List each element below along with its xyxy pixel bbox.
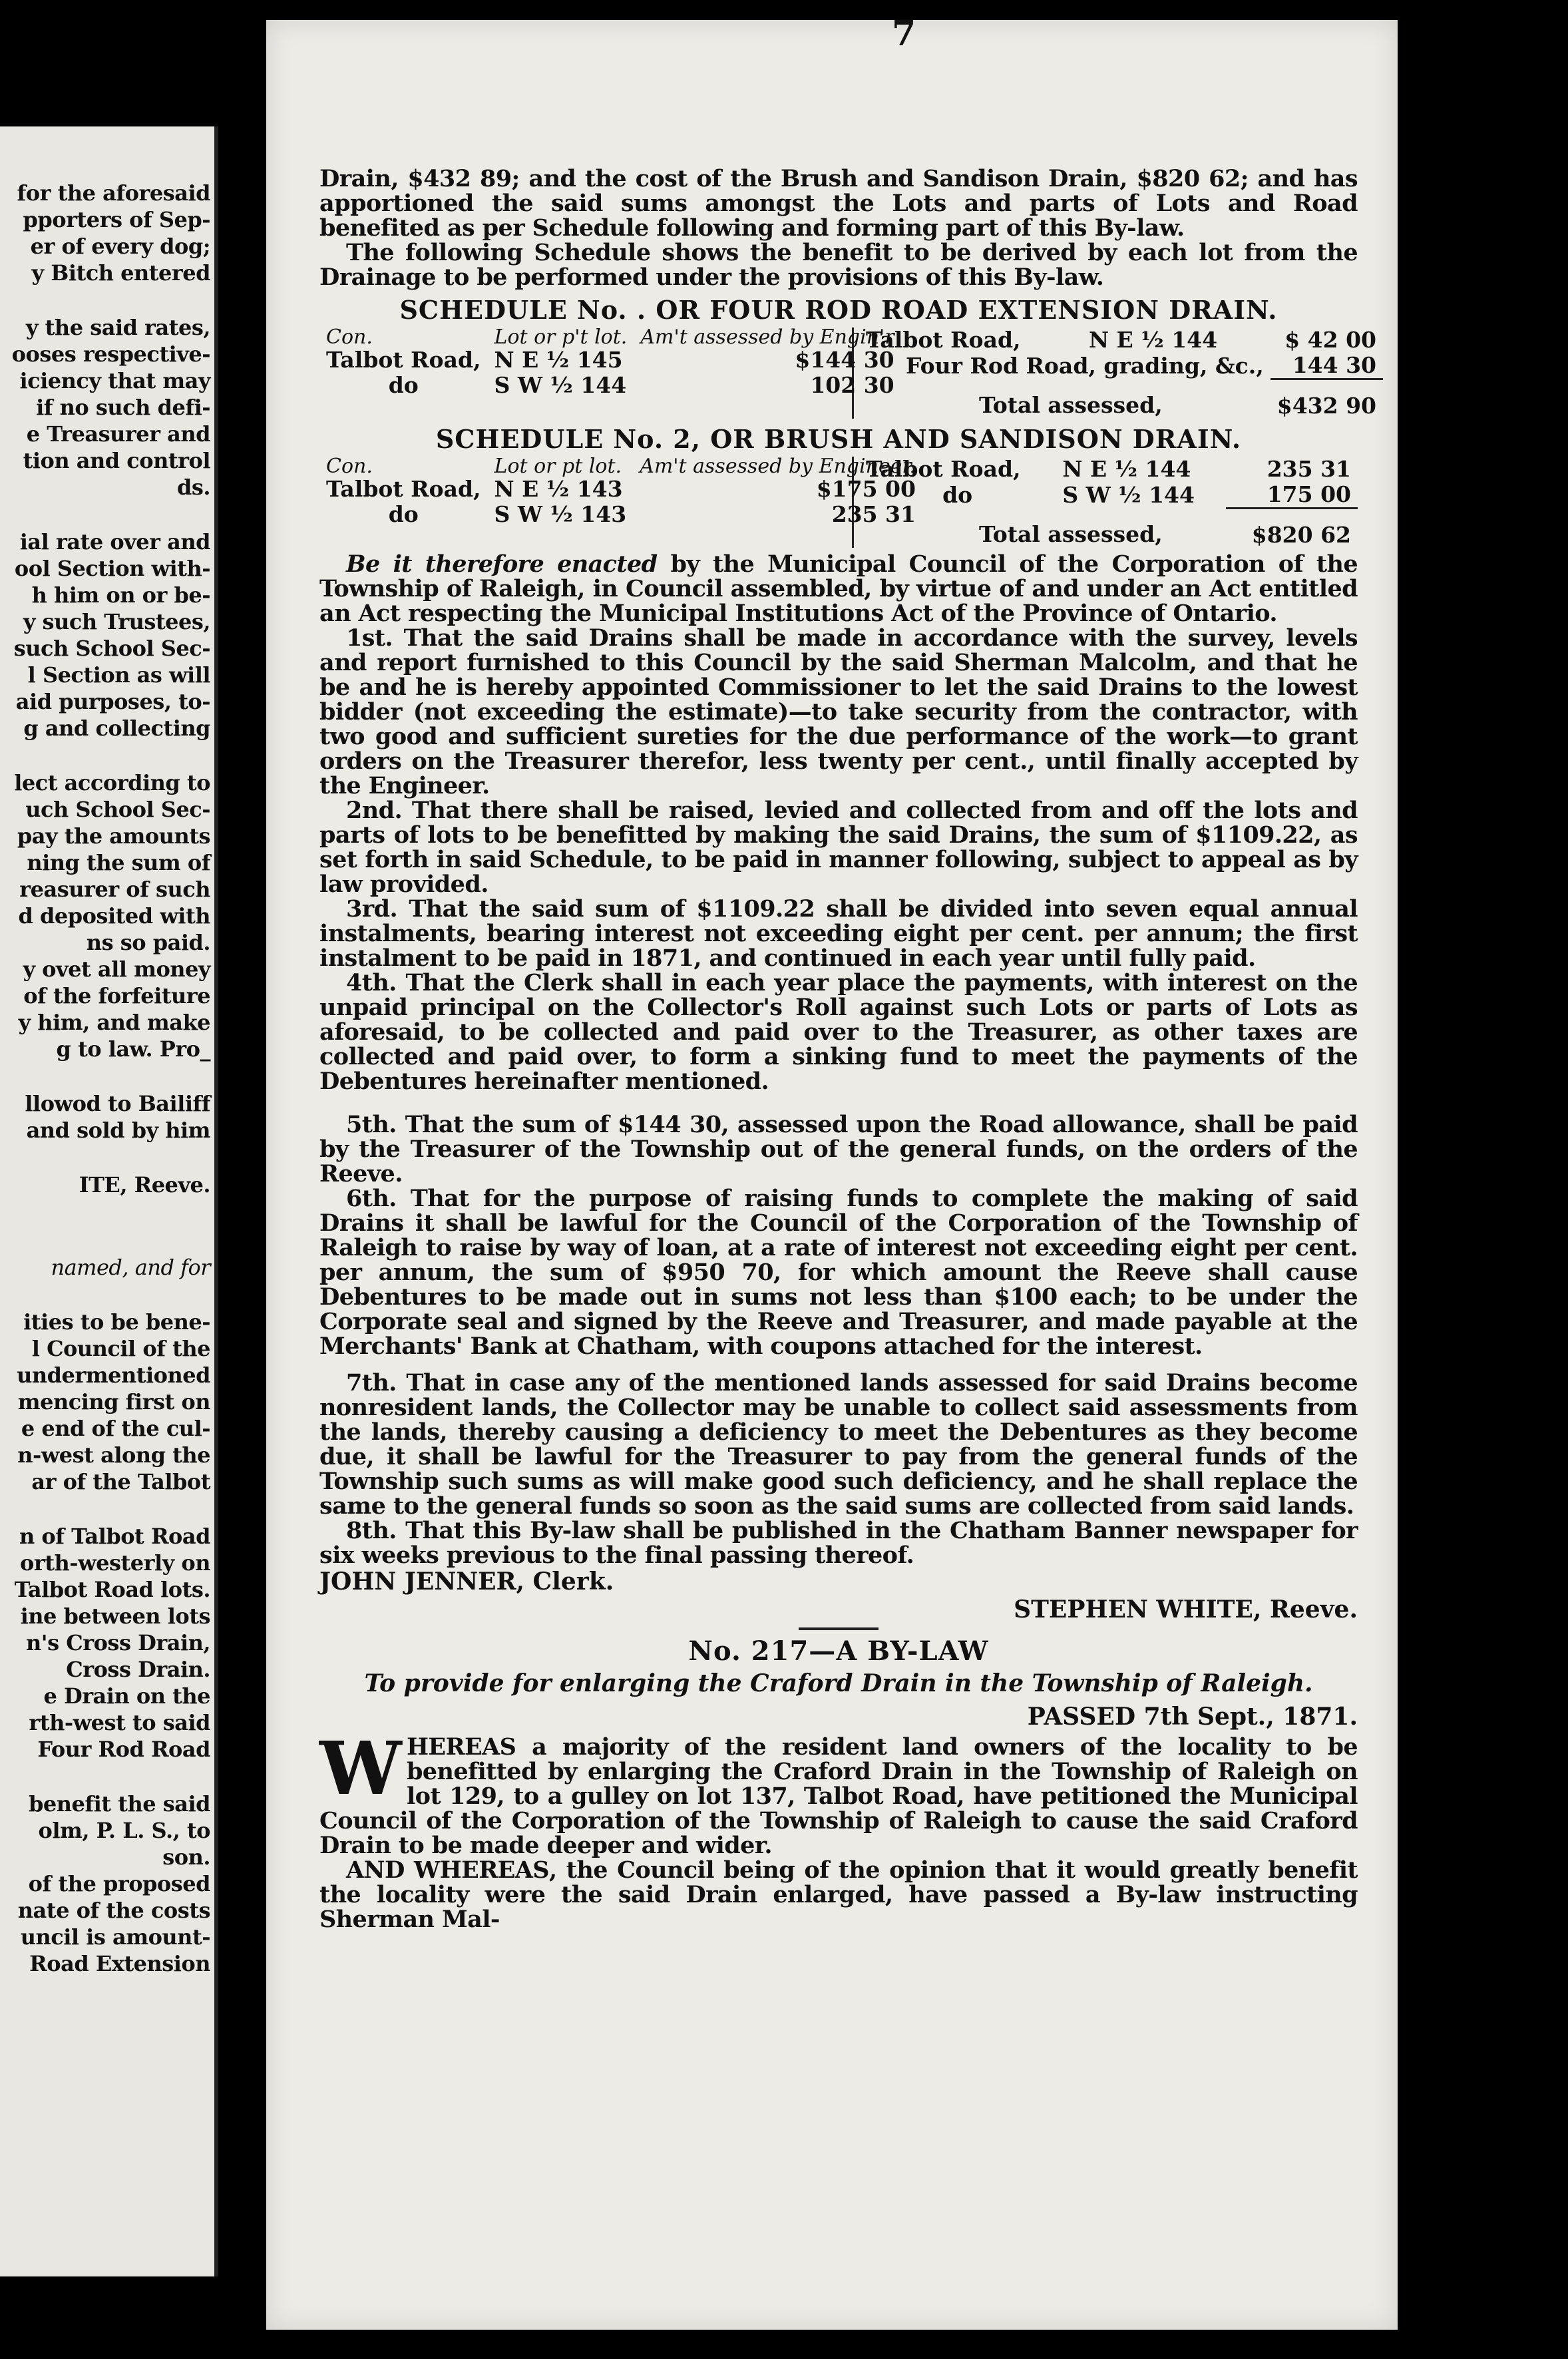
- left-column-line: h him on or be-: [31, 582, 210, 608]
- table-cell: N E ½ 144: [1062, 456, 1191, 482]
- schedule-1-total-label: Total assessed,: [979, 392, 1163, 419]
- left-column-line: er of every dog;: [30, 234, 210, 259]
- and-whereas-lead: AND WHEREAS: [346, 1856, 549, 1884]
- schedule-1-header-amount: Am't assessed by Engin'r: [640, 325, 894, 349]
- table-cell: S W ½ 143: [494, 501, 627, 527]
- left-column-line: e Treasurer and: [26, 421, 210, 447]
- clause-4: 4th. That the Clerk shall in each year place the payments, with interest on the unpaid principal on the Collector's Roll against such Lots or parts of Lots as aforesaid, to be collected and paid over to the Treasurer, as other taxes are collected and paid over, to form a sinking fund to meet the payments of the Debentures hereinafter mentioned.: [319, 969, 1358, 1095]
- left-column-line: y ovet all money: [23, 957, 210, 982]
- left-column-line: if no such defi-: [36, 395, 210, 420]
- table-cell: 175 00: [1267, 481, 1351, 507]
- left-column-line: of the forfeiture: [23, 983, 210, 1008]
- left-column-line: ities to be bene-: [23, 1309, 210, 1335]
- table-cell: S W ½ 144: [1062, 481, 1195, 508]
- clause-7: 7th. That in case any of the mentioned lands assessed for said Drains become nonresident lands, the Collector may be unable to collect said assessments from the lands, thereby causing a deficiency to meet the Debentures as they become due, it shall be lawful for the Treasurer to pay from the general funds of the Township such sums as will make good such deficiency, and he shall replace the same to the general funds so soon as the said sums are collected from said lands.: [319, 1369, 1358, 1520]
- reeve-signature: STEPHEN WHITE, Reeve.: [1014, 1596, 1358, 1623]
- table-cell: do: [942, 481, 973, 508]
- table-row: [319, 502, 922, 527]
- left-column-line: llowod to Bailiff: [25, 1091, 210, 1116]
- table-cell: N E ½ 143: [494, 476, 623, 502]
- table-cell: do: [388, 501, 419, 527]
- table-cell: $144 30: [795, 347, 894, 373]
- left-column-line: Talbot Road lots.: [14, 1577, 210, 1602]
- left-column-line: g to law. Pro_: [56, 1036, 210, 1062]
- clause-1: 1st. That the said Drains shall be made in accordance with the survey, levels and report furnished to this Council by the said Sherman Malcolm, and that he be and he is hereby appointed Commissioner to let the said Drains to the lowest bidder (not exceeding the estimate)—to take security from the contractor, with two good and sufficient sureties for the due performance of the work—to grant orders on the Treasurer therefor, less twenty per cent., until finally accepted by the Engineer.: [319, 624, 1358, 799]
- left-column-line: ar of the Talbot: [31, 1469, 210, 1494]
- left-column-line: named, and for: [51, 1255, 210, 1280]
- line-gap: [4, 1763, 210, 1791]
- left-column-line: ds.: [176, 475, 210, 500]
- clause-5: 5th. That the sum of $144 30, assessed upon the Road allowance, shall be paid by the Treasurer of the Township out of the general funds, on the orders of the Reeve.: [319, 1111, 1358, 1187]
- table-cell: $175 00: [816, 476, 916, 502]
- table-row: [319, 347, 901, 373]
- enacting-clause-lead: Be it therefore enacted: [346, 550, 658, 578]
- table-cell: S W ½ 144: [494, 372, 627, 398]
- table-cell: Talbot Road,: [326, 476, 481, 502]
- schedule-1-total-value: $432 90: [1271, 379, 1383, 419]
- left-column-line: uncil is amount-: [20, 1924, 210, 1950]
- table-row: [319, 373, 901, 398]
- left-column-line: n-west along the: [17, 1442, 210, 1468]
- table-cell: 235 31: [831, 501, 916, 527]
- table-cell: 235 31: [1267, 456, 1351, 482]
- left-column-text: [4, 180, 210, 1977]
- schedule-1-title: SCHEDULE No. . OR FOUR ROD ROAD EXTENSION DRAIN.: [399, 295, 1278, 325]
- left-column-line: l Council of the: [31, 1336, 210, 1361]
- left-column-line: ine between lots: [20, 1604, 210, 1629]
- table-cell: N E ½ 144: [1089, 327, 1218, 353]
- line-gap: [4, 1495, 210, 1523]
- table-cell: Talbot Road,: [866, 327, 1021, 353]
- schedule-1-table: [319, 325, 1376, 419]
- clause-2: 2nd. That there shall be raised, levied and collected from and off the lots and parts of lots to be benefitted by making the said Drains, the sum of $1109.22, as set forth in said Schedule, to be paid in manner following, subject to appeal as by law provided.: [319, 797, 1358, 898]
- left-column-line: son.: [162, 1844, 210, 1870]
- and-whereas-text: , the Council being of the opinion that it would greatly benefit the locality were the said Drain enlarged, have passed a By-law instructing Sherman Mal-: [319, 1856, 1358, 1933]
- line-gap: [4, 501, 210, 529]
- left-column-line: tion and control: [23, 448, 210, 473]
- table-cell: Talbot Road,: [326, 347, 481, 373]
- table-cell: Talbot Road,: [866, 456, 1021, 482]
- left-column-line: y Bitch entered: [31, 260, 210, 286]
- table-cell: N E ½ 145: [494, 347, 623, 373]
- schedule-2-total-value: $820 62: [1226, 509, 1358, 548]
- divider: [799, 1627, 879, 1630]
- left-column-line: pporters of Sep-: [23, 207, 210, 232]
- table-cell: 144 30: [1292, 352, 1376, 378]
- left-column-line: olm, P. L. S., to: [38, 1818, 210, 1843]
- left-column-line: g and collecting: [23, 716, 210, 741]
- page-content: [319, 13, 1376, 1933]
- left-column-line: for the aforesaid: [17, 180, 210, 206]
- schedule-2-total-label: Total assessed,: [979, 521, 1163, 548]
- enacting-clause-text: by the Municipal Council of the Corporation of the Township of Raleigh, in Council assembled, by virtue of and under an Act entitled an Act respecting the Municipal Institutions Act of the Province of Ontario.: [319, 550, 1358, 627]
- line-gap: [4, 286, 210, 314]
- bylaw-217-whereas-paragraph: [319, 1725, 1358, 1859]
- schedule-2-header-lot: Lot or pt lot.: [494, 455, 622, 478]
- table-row: [319, 477, 922, 502]
- line-gap: [4, 1198, 210, 1226]
- left-column-line: mencing first on: [17, 1389, 210, 1414]
- table-cell: Four Rod Road, grading, &c.,: [906, 352, 1264, 379]
- left-column-line: n of Talbot Road: [19, 1524, 210, 1549]
- left-column-line: y him, and make: [18, 1010, 210, 1035]
- table-row: [859, 327, 1383, 353]
- left-column-line: aid purposes, to-: [15, 689, 210, 714]
- enacting-clause: [319, 552, 1358, 626]
- left-column-line: Road Extension: [29, 1951, 210, 1976]
- left-column-line: ooses respective-: [11, 341, 210, 367]
- left-column-line: y the said rates,: [25, 315, 210, 340]
- page-number: 7: [892, 13, 916, 54]
- left-page-fragment: [0, 126, 218, 2276]
- left-column-line: ITE, Reeve.: [79, 1172, 210, 1197]
- table-row: [859, 457, 1358, 482]
- left-column-line: rth-west to said: [29, 1710, 210, 1735]
- schedule-2-table: [319, 457, 1358, 548]
- left-column-line: benefit the said: [28, 1791, 210, 1817]
- clerk-signature: JOHN JENNER, Clerk.: [319, 1568, 614, 1596]
- left-column-line: orth-westerly on: [20, 1550, 210, 1576]
- left-column-line: undermentioned: [17, 1363, 210, 1388]
- left-column-line: e end of the cul-: [21, 1416, 210, 1441]
- left-column-line: such School Sec-: [13, 636, 210, 661]
- clause-8: 8th. That this By-law shall be published in the Chatham Banner newspaper for six weeks previous to the final passing thereof.: [319, 1517, 1358, 1569]
- document-page: [266, 13, 1398, 2330]
- table-cell: do: [388, 372, 419, 398]
- intro-paragraph-2: The following Schedule shows the benefit to be derived by each lot from the Drainage to be performed under the provisions of this By-law.: [319, 239, 1358, 291]
- schedule-2-title: SCHEDULE No. 2, OR BRUSH AND SANDISON DRAIN.: [435, 424, 1242, 454]
- schedule-1-header-con: Con.: [326, 325, 373, 349]
- line-gap: [4, 1062, 210, 1090]
- schedule-1-header-lot: Lot or p't lot.: [494, 325, 628, 349]
- left-column-line: ning the sum of: [27, 850, 210, 875]
- left-column-line: lect according to: [14, 770, 210, 795]
- line-gap: [4, 1144, 210, 1172]
- line-gap: [4, 1226, 210, 1254]
- left-column-line: reasurer of such: [19, 877, 210, 902]
- clause-3: 3rd. That the said sum of $1109.22 shall be divided into seven equal annual instalments, bearing interest not exceeding eight per cent. per annum; the first instalment to be paid in 1871, and continued in each year until fully paid.: [319, 895, 1358, 972]
- intro-paragraph-1: Drain, $432 89; and the cost of the Brush and Sandison Drain, $820 62; and has apportioned the said sums amongst the Lots and parts of Lots and Road benefited as per Schedule following and forming part of this By-law.: [319, 165, 1358, 242]
- left-column-line: Cross Drain.: [66, 1657, 210, 1682]
- left-column-line: of the proposed: [28, 1871, 210, 1896]
- table-row: [859, 482, 1358, 509]
- left-column-line: y such Trustees,: [23, 609, 210, 634]
- drop-cap: W: [319, 1725, 401, 1811]
- left-column-line: ial rate over and: [19, 529, 210, 554]
- table-cell: 102 30: [810, 372, 894, 398]
- left-column-line: n's Cross Drain,: [26, 1630, 210, 1655]
- line-gap: [4, 742, 210, 769]
- left-column-line: d deposited with: [18, 903, 210, 929]
- left-column-line: uch School Sec-: [25, 797, 210, 822]
- left-column-line: iciency that may: [19, 368, 210, 393]
- schedule-2-header-amount: Am't assessed by Engineer.: [640, 455, 916, 478]
- bylaw-217-passed-date: PASSED 7th Sept., 1871.: [1027, 1703, 1358, 1731]
- bylaw-217-subtitle: To provide for enlarging the Craford Drain in the Township of Raleigh.: [364, 1669, 1313, 1697]
- table-row: [859, 353, 1383, 379]
- bylaw-217-whereas-text: HEREAS a majority of the resident land owners of the locality to be benefitted by enlarging the Craford Drain in the Township of Raleigh on lot 129, to a gulley on lot 137, Talbot Road, have petitioned the Municipal Council of the Corporation of the Township of Raleigh to cause the said Craford Drain to be made deeper and wider.: [319, 1733, 1358, 1859]
- bylaw-217-and-whereas-paragraph: [319, 1858, 1358, 1932]
- bylaw-217-title: No. 217—A BY-LAW: [688, 1635, 989, 1667]
- line-gap: [4, 1281, 210, 1309]
- left-column-line: l Section as will: [27, 662, 210, 688]
- clause-6: 6th. That for the purpose of raising funds to complete the making of said Drains it shall be lawful for the Council of the Corporation of the Township of Raleigh to raise by way of loan, at a rate of interest not exceeding eight per cent. per annum, the sum of $950 70, for which amount the Reeve shall cause Debentures to be made out in sums not less than $100 each; to be under the Corporate seal and signed by the Reeve and Treasurer, and made payable at the Merchants' Bank at Chatham, with coupons attached for the interest.: [319, 1185, 1358, 1360]
- table-cell: $ 42 00: [1284, 327, 1376, 353]
- left-column-line: pay the amounts: [17, 823, 210, 849]
- schedule-2-header-con: Con.: [326, 455, 373, 478]
- left-column-line: ns so paid.: [86, 930, 210, 955]
- left-column-line: ool Section with-: [14, 556, 210, 581]
- left-column-line: and sold by him: [26, 1118, 210, 1143]
- left-column-line: Four Rod Road: [37, 1737, 210, 1762]
- left-column-line: nate of the costs: [17, 1898, 210, 1923]
- left-column-line: e Drain on the: [43, 1683, 210, 1709]
